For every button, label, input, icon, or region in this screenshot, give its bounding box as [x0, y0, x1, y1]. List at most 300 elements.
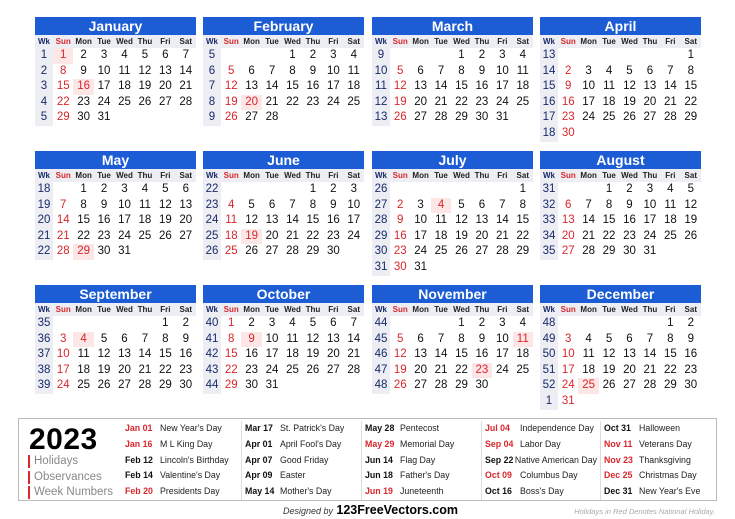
- day-cell[interactable]: 31: [265, 379, 279, 392]
- day-cell[interactable]: 10: [495, 64, 509, 77]
- day-cell[interactable]: 30: [179, 379, 193, 392]
- day-cell[interactable]: 22: [224, 363, 238, 376]
- day-cell[interactable]: 21: [663, 95, 677, 108]
- day-cell[interactable]: 25: [434, 245, 448, 258]
- day-cell[interactable]: 1: [458, 49, 465, 61]
- day-cell[interactable]: 6: [248, 64, 255, 77]
- day-cell[interactable]: 9: [478, 332, 486, 345]
- day-cell[interactable]: 18: [434, 229, 448, 242]
- day-cell[interactable]: 1: [667, 317, 674, 329]
- day-cell[interactable]: 5: [162, 183, 169, 195]
- day-cell[interactable]: 7: [268, 64, 276, 77]
- day-cell[interactable]: 29: [158, 379, 172, 392]
- day-cell[interactable]: 31: [561, 394, 575, 407]
- day-cell[interactable]: 25: [578, 378, 598, 394]
- day-cell[interactable]: 22: [602, 229, 616, 242]
- day-cell[interactable]: 23: [179, 363, 193, 376]
- day-cell[interactable]: 9: [80, 64, 87, 77]
- day-cell[interactable]: 27: [414, 111, 428, 124]
- day-cell[interactable]: 18: [286, 348, 299, 361]
- day-cell[interactable]: 5: [687, 183, 694, 195]
- day-cell[interactable]: 29: [516, 245, 530, 258]
- day-cell[interactable]: 7: [141, 332, 149, 345]
- day-cell[interactable]: 6: [565, 198, 572, 211]
- day-cell[interactable]: 8: [605, 198, 613, 211]
- day-cell[interactable]: 18: [602, 95, 616, 108]
- day-cell[interactable]: 11: [582, 348, 595, 361]
- day-cell[interactable]: 28: [434, 111, 448, 124]
- day-cell[interactable]: 11: [513, 332, 533, 348]
- day-cell[interactable]: 6: [417, 332, 424, 345]
- day-cell[interactable]: 27: [414, 379, 428, 392]
- day-cell[interactable]: 2: [478, 317, 486, 329]
- day-cell[interactable]: 30: [326, 245, 340, 258]
- day-cell[interactable]: 29: [73, 244, 93, 260]
- day-cell[interactable]: 8: [309, 198, 317, 211]
- day-cell[interactable]: 7: [289, 198, 296, 211]
- day-cell[interactable]: 14: [582, 214, 596, 227]
- day-cell[interactable]: 11: [286, 332, 299, 345]
- day-cell[interactable]: 27: [561, 245, 575, 258]
- day-cell[interactable]: 24: [561, 379, 575, 392]
- day-cell[interactable]: 4: [605, 64, 613, 77]
- day-cell[interactable]: 20: [241, 95, 261, 111]
- day-cell[interactable]: 27: [118, 379, 131, 392]
- day-cell[interactable]: 11: [516, 64, 529, 77]
- day-cell[interactable]: 28: [434, 379, 448, 392]
- day-cell[interactable]: 13: [414, 80, 428, 93]
- day-cell[interactable]: 17: [347, 214, 361, 227]
- day-cell[interactable]: 18: [347, 80, 361, 93]
- day-cell[interactable]: 21: [286, 229, 299, 242]
- day-cell[interactable]: 26: [158, 229, 172, 242]
- day-cell[interactable]: 3: [417, 198, 424, 211]
- day-cell[interactable]: 2: [100, 183, 108, 195]
- day-cell[interactable]: 16: [684, 348, 698, 361]
- day-cell[interactable]: 15: [224, 348, 238, 361]
- day-cell[interactable]: 4: [667, 183, 674, 195]
- day-cell[interactable]: 2: [309, 49, 317, 61]
- day-cell[interactable]: 27: [326, 363, 340, 376]
- day-cell[interactable]: 31: [495, 111, 509, 124]
- day-cell[interactable]: 22: [684, 95, 698, 108]
- day-cell[interactable]: 9: [626, 198, 633, 211]
- day-cell[interactable]: 18: [77, 363, 91, 376]
- day-cell[interactable]: 21: [434, 95, 448, 108]
- day-cell[interactable]: 5: [397, 332, 404, 345]
- day-cell[interactable]: 30: [623, 245, 636, 258]
- day-cell[interactable]: 24: [118, 229, 131, 242]
- day-cell[interactable]: 19: [241, 229, 261, 245]
- day-cell[interactable]: 30: [475, 379, 489, 392]
- day-cell[interactable]: 12: [306, 332, 320, 345]
- day-cell[interactable]: 23: [561, 111, 575, 124]
- day-cell[interactable]: 31: [414, 260, 428, 273]
- day-cell[interactable]: 7: [60, 198, 67, 211]
- day-cell[interactable]: 15: [602, 214, 616, 227]
- day-cell[interactable]: 3: [646, 183, 654, 195]
- day-cell[interactable]: 21: [179, 80, 193, 93]
- day-cell[interactable]: 3: [121, 183, 128, 195]
- day-cell[interactable]: 11: [435, 214, 448, 227]
- day-cell[interactable]: 21: [643, 363, 657, 376]
- day-cell[interactable]: 16: [306, 80, 320, 93]
- day-cell[interactable]: 16: [623, 214, 636, 227]
- day-cell[interactable]: 31: [643, 245, 657, 258]
- day-cell[interactable]: 2: [248, 317, 255, 329]
- day-cell[interactable]: 23: [97, 229, 111, 242]
- day-cell[interactable]: 21: [138, 363, 152, 376]
- day-cell[interactable]: 5: [141, 49, 149, 61]
- day-cell[interactable]: 18: [118, 80, 131, 93]
- day-cell[interactable]: 10: [582, 80, 596, 93]
- day-cell[interactable]: 25: [516, 363, 530, 376]
- day-cell[interactable]: 3: [565, 332, 572, 345]
- day-cell[interactable]: 20: [623, 363, 636, 376]
- day-cell[interactable]: 18: [138, 214, 152, 227]
- day-cell[interactable]: 1: [162, 317, 169, 329]
- day-cell[interactable]: 15: [684, 80, 698, 93]
- day-cell[interactable]: 5: [458, 198, 465, 211]
- day-cell[interactable]: 19: [455, 229, 468, 242]
- day-cell[interactable]: 19: [138, 80, 152, 93]
- day-cell[interactable]: 1: [53, 48, 73, 64]
- day-cell[interactable]: 21: [265, 95, 279, 108]
- day-cell[interactable]: 14: [138, 348, 152, 361]
- day-cell[interactable]: 14: [179, 64, 193, 77]
- day-cell[interactable]: 22: [663, 363, 677, 376]
- day-cell[interactable]: 13: [245, 80, 259, 93]
- day-cell[interactable]: 9: [330, 198, 337, 211]
- day-cell[interactable]: 27: [158, 95, 172, 108]
- day-cell[interactable]: 25: [118, 95, 131, 108]
- day-cell[interactable]: 10: [326, 64, 340, 77]
- day-cell[interactable]: 26: [306, 363, 320, 376]
- day-cell[interactable]: 26: [138, 95, 152, 108]
- day-cell[interactable]: 9: [182, 332, 189, 345]
- day-cell[interactable]: 7: [350, 317, 357, 329]
- day-cell[interactable]: 19: [684, 214, 698, 227]
- day-cell[interactable]: 22: [516, 229, 530, 242]
- day-cell[interactable]: 16: [475, 348, 489, 361]
- day-cell[interactable]: 18: [516, 348, 530, 361]
- day-cell[interactable]: 3: [499, 317, 506, 329]
- day-cell[interactable]: 19: [224, 95, 238, 108]
- day-cell[interactable]: 20: [265, 229, 279, 242]
- day-cell[interactable]: 29: [684, 111, 698, 124]
- day-cell[interactable]: 6: [626, 332, 633, 345]
- day-cell[interactable]: 29: [455, 111, 468, 124]
- day-cell[interactable]: 6: [478, 198, 486, 211]
- day-cell[interactable]: 9: [100, 198, 108, 211]
- day-cell[interactable]: 4: [585, 332, 592, 345]
- day-cell[interactable]: 17: [118, 214, 131, 227]
- day-cell[interactable]: 8: [228, 332, 235, 345]
- day-cell[interactable]: 25: [224, 245, 238, 258]
- day-cell[interactable]: 10: [56, 348, 70, 361]
- day-cell[interactable]: 13: [326, 332, 340, 345]
- day-cell[interactable]: 16: [73, 79, 93, 95]
- day-cell[interactable]: 16: [393, 229, 407, 242]
- day-cell[interactable]: 6: [330, 317, 337, 329]
- day-cell[interactable]: 9: [478, 64, 486, 77]
- day-cell[interactable]: 12: [393, 348, 407, 361]
- day-cell[interactable]: 30: [393, 260, 407, 273]
- day-cell[interactable]: 21: [347, 348, 361, 361]
- day-cell[interactable]: 12: [455, 214, 468, 227]
- day-cell[interactable]: 17: [495, 348, 509, 361]
- day-cell[interactable]: 27: [623, 379, 636, 392]
- day-cell[interactable]: 28: [265, 111, 279, 124]
- day-cell[interactable]: 15: [455, 348, 468, 361]
- day-cell[interactable]: 26: [393, 379, 407, 392]
- day-cell[interactable]: 7: [182, 49, 189, 61]
- day-cell[interactable]: 11: [225, 214, 238, 227]
- day-cell[interactable]: 11: [77, 348, 90, 361]
- day-cell[interactable]: 11: [603, 80, 616, 93]
- day-cell[interactable]: 5: [397, 64, 404, 77]
- day-cell[interactable]: 10: [643, 198, 657, 211]
- day-cell[interactable]: 14: [495, 214, 509, 227]
- day-cell[interactable]: 2: [182, 317, 189, 329]
- day-cell[interactable]: 16: [97, 214, 111, 227]
- day-cell[interactable]: 14: [347, 332, 361, 345]
- day-cell[interactable]: 28: [663, 111, 677, 124]
- day-cell[interactable]: 19: [97, 363, 111, 376]
- day-cell[interactable]: 14: [286, 214, 299, 227]
- day-cell[interactable]: 23: [326, 229, 340, 242]
- day-cell[interactable]: 17: [326, 80, 340, 93]
- day-cell[interactable]: 3: [585, 64, 592, 77]
- day-cell[interactable]: 26: [224, 111, 238, 124]
- day-cell[interactable]: 4: [519, 317, 526, 329]
- day-cell[interactable]: 5: [626, 64, 633, 77]
- day-cell[interactable]: 24: [97, 95, 111, 108]
- day-cell[interactable]: 14: [265, 80, 279, 93]
- day-cell[interactable]: 10: [118, 198, 131, 211]
- day-cell[interactable]: 6: [162, 49, 169, 61]
- day-cell[interactable]: 19: [306, 348, 320, 361]
- day-cell[interactable]: 12: [245, 214, 259, 227]
- day-cell[interactable]: 29: [663, 379, 677, 392]
- day-cell[interactable]: 28: [56, 245, 70, 258]
- day-cell[interactable]: 13: [623, 348, 636, 361]
- day-cell[interactable]: 30: [77, 111, 91, 124]
- day-cell[interactable]: 19: [393, 95, 407, 108]
- day-cell[interactable]: 8: [80, 198, 87, 211]
- day-cell[interactable]: 6: [182, 183, 189, 195]
- day-cell[interactable]: 28: [138, 379, 152, 392]
- day-cell[interactable]: 11: [664, 198, 677, 211]
- day-cell[interactable]: 6: [646, 64, 654, 77]
- day-cell[interactable]: 20: [414, 363, 428, 376]
- day-cell[interactable]: 26: [623, 111, 636, 124]
- day-cell[interactable]: 7: [585, 198, 592, 211]
- day-cell[interactable]: 17: [265, 348, 279, 361]
- day-cell[interactable]: 27: [245, 111, 259, 124]
- day-cell[interactable]: 5: [309, 317, 317, 329]
- day-cell[interactable]: 3: [499, 49, 506, 61]
- day-cell[interactable]: 26: [245, 245, 259, 258]
- day-cell[interactable]: 17: [56, 363, 70, 376]
- day-cell[interactable]: 3: [60, 332, 67, 345]
- day-cell[interactable]: 23: [684, 363, 698, 376]
- day-cell[interactable]: 24: [643, 229, 657, 242]
- day-cell[interactable]: 7: [667, 64, 674, 77]
- day-cell[interactable]: 4: [289, 317, 296, 329]
- day-cell[interactable]: 30: [245, 379, 259, 392]
- day-cell[interactable]: 27: [475, 245, 489, 258]
- day-cell[interactable]: 17: [643, 214, 657, 227]
- day-cell[interactable]: 9: [241, 332, 261, 348]
- day-cell[interactable]: 8: [519, 198, 526, 211]
- day-cell[interactable]: 13: [265, 214, 279, 227]
- day-cell[interactable]: 2: [565, 64, 572, 77]
- day-cell[interactable]: 7: [499, 198, 506, 211]
- day-cell[interactable]: 12: [97, 348, 111, 361]
- day-cell[interactable]: 1: [687, 49, 694, 61]
- day-cell[interactable]: 20: [118, 363, 131, 376]
- day-cell[interactable]: 21: [495, 229, 509, 242]
- day-cell[interactable]: 22: [158, 363, 172, 376]
- day-cell[interactable]: 4: [350, 49, 357, 61]
- day-cell[interactable]: 1: [309, 183, 317, 195]
- day-cell[interactable]: 9: [309, 64, 317, 77]
- day-cell[interactable]: 3: [100, 49, 108, 61]
- day-cell[interactable]: 23: [245, 363, 259, 376]
- day-cell[interactable]: 15: [56, 80, 70, 93]
- day-cell[interactable]: 26: [97, 379, 111, 392]
- day-cell[interactable]: 24: [265, 363, 279, 376]
- day-cell[interactable]: 29: [224, 379, 238, 392]
- day-cell[interactable]: 25: [602, 111, 616, 124]
- day-cell[interactable]: 24: [414, 245, 428, 258]
- day-cell[interactable]: 28: [643, 379, 657, 392]
- day-cell[interactable]: 16: [245, 348, 259, 361]
- day-cell[interactable]: 18: [663, 214, 677, 227]
- day-cell[interactable]: 18: [582, 363, 596, 376]
- day-cell[interactable]: 22: [455, 95, 468, 108]
- day-cell[interactable]: 19: [623, 95, 636, 108]
- day-cell[interactable]: 29: [56, 111, 70, 124]
- day-cell[interactable]: 10: [561, 348, 575, 361]
- day-cell[interactable]: 16: [179, 348, 193, 361]
- day-cell[interactable]: 18: [224, 229, 238, 242]
- day-cell[interactable]: 31: [118, 245, 131, 258]
- day-cell[interactable]: 20: [475, 229, 489, 242]
- day-cell[interactable]: 16: [475, 80, 489, 93]
- day-cell[interactable]: 10: [265, 332, 279, 345]
- day-cell[interactable]: 12: [138, 64, 152, 77]
- day-cell[interactable]: 17: [97, 80, 111, 93]
- day-cell[interactable]: 25: [138, 229, 152, 242]
- day-cell[interactable]: 11: [138, 198, 151, 211]
- day-cell[interactable]: 26: [455, 245, 468, 258]
- day-cell[interactable]: 25: [77, 379, 91, 392]
- day-cell[interactable]: 3: [350, 183, 357, 195]
- day-cell[interactable]: 9: [687, 332, 694, 345]
- day-cell[interactable]: 20: [643, 95, 657, 108]
- day-cell[interactable]: 13: [561, 214, 575, 227]
- day-cell[interactable]: 12: [224, 80, 238, 93]
- day-cell[interactable]: 30: [475, 111, 489, 124]
- day-cell[interactable]: 28: [495, 245, 509, 258]
- day-cell[interactable]: 26: [602, 379, 616, 392]
- day-cell[interactable]: 8: [458, 64, 465, 77]
- day-cell[interactable]: 15: [663, 348, 677, 361]
- day-cell[interactable]: 7: [437, 64, 445, 77]
- day-cell[interactable]: 25: [286, 363, 299, 376]
- day-cell[interactable]: 24: [56, 379, 70, 392]
- day-cell[interactable]: 26: [393, 111, 407, 124]
- day-cell[interactable]: 4: [121, 49, 128, 61]
- day-cell[interactable]: 15: [286, 80, 299, 93]
- day-cell[interactable]: 23: [472, 363, 492, 379]
- day-cell[interactable]: 25: [516, 95, 530, 108]
- day-cell[interactable]: 28: [582, 245, 596, 258]
- day-cell[interactable]: 25: [347, 95, 361, 108]
- day-cell[interactable]: 23: [77, 95, 91, 108]
- day-cell[interactable]: 22: [306, 229, 320, 242]
- day-cell[interactable]: 4: [519, 49, 526, 61]
- day-cell[interactable]: 12: [623, 80, 636, 93]
- day-cell[interactable]: 10: [347, 198, 361, 211]
- day-cell[interactable]: 21: [434, 363, 448, 376]
- day-cell[interactable]: 6: [417, 64, 424, 77]
- day-cell[interactable]: 19: [602, 363, 616, 376]
- day-cell[interactable]: 7: [646, 332, 654, 345]
- day-cell[interactable]: 20: [326, 348, 340, 361]
- day-cell[interactable]: 8: [458, 332, 465, 345]
- day-cell[interactable]: 13: [118, 348, 131, 361]
- day-cell[interactable]: 22: [56, 95, 70, 108]
- day-cell[interactable]: 30: [561, 126, 575, 139]
- day-cell[interactable]: 28: [179, 95, 193, 108]
- day-cell[interactable]: 15: [158, 348, 172, 361]
- day-cell[interactable]: 2: [626, 183, 633, 195]
- day-cell[interactable]: 29: [455, 379, 468, 392]
- day-cell[interactable]: 28: [347, 363, 361, 376]
- day-cell[interactable]: 1: [605, 183, 613, 195]
- day-cell[interactable]: 21: [582, 229, 596, 242]
- day-cell[interactable]: 21: [56, 229, 70, 242]
- day-cell[interactable]: 3: [268, 317, 276, 329]
- day-cell[interactable]: 25: [663, 229, 677, 242]
- day-cell[interactable]: 8: [687, 64, 694, 77]
- day-cell[interactable]: 4: [228, 198, 235, 211]
- day-cell[interactable]: 24: [582, 111, 596, 124]
- day-cell[interactable]: 19: [393, 363, 407, 376]
- day-cell[interactable]: 9: [565, 80, 572, 93]
- day-cell[interactable]: 14: [643, 348, 657, 361]
- day-cell[interactable]: 13: [643, 80, 657, 93]
- day-cell[interactable]: 2: [687, 317, 694, 329]
- day-cell[interactable]: 1: [289, 49, 296, 61]
- day-cell[interactable]: 19: [158, 214, 172, 227]
- day-cell[interactable]: 24: [347, 229, 361, 242]
- day-cell[interactable]: 20: [561, 229, 575, 242]
- day-cell[interactable]: 27: [179, 229, 193, 242]
- day-cell[interactable]: 27: [265, 245, 279, 258]
- brand-link[interactable]: 123FreeVectors.com: [336, 503, 458, 517]
- day-cell[interactable]: 30: [97, 245, 111, 258]
- day-cell[interactable]: 15: [77, 214, 91, 227]
- day-cell[interactable]: 27: [643, 111, 657, 124]
- day-cell[interactable]: 5: [605, 332, 613, 345]
- day-cell[interactable]: 13: [475, 214, 489, 227]
- day-cell[interactable]: 8: [289, 64, 296, 77]
- day-cell[interactable]: 20: [158, 80, 172, 93]
